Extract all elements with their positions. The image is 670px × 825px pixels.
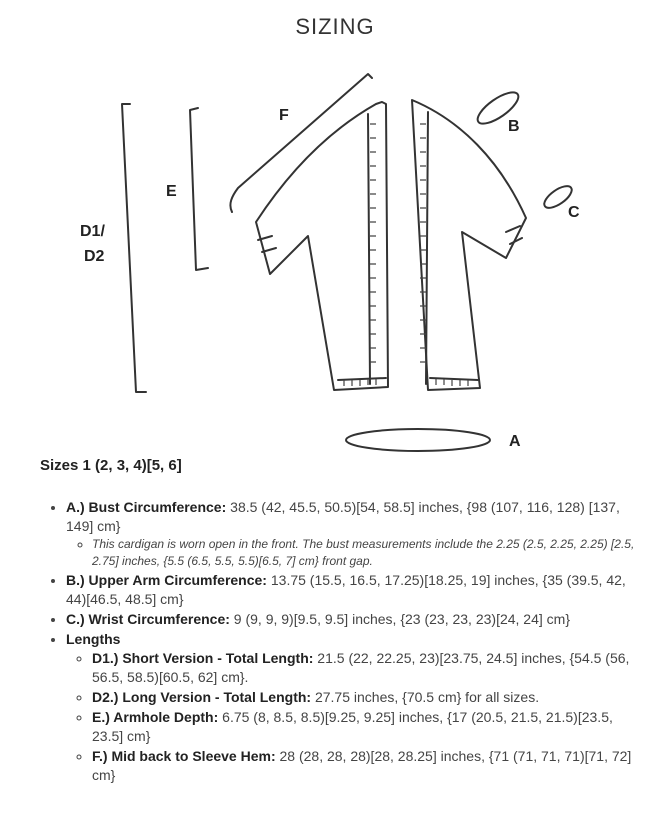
measure-bracket-e (190, 108, 208, 270)
list-item-bust (66, 498, 638, 570)
left-front-band (368, 114, 370, 384)
label-a: A (509, 433, 521, 450)
d1-key: D1.) Short Version - Total Length: (92, 650, 314, 666)
wrist-key: C.) Wrist Circumference: (66, 611, 230, 627)
upper-arm-value: 13.75 (15.5, 16.5, 17.25)[18.25, 19] inches, {35 (39.5, 42, 44)[46.5, 48.5] cm} (66, 572, 626, 607)
left-hem-rib (338, 378, 386, 380)
e-value: 6.75 (8, 8.5, 8.5)[9.25, 9.25] inches, {17 (20.5, 21.5, 21.5)[23.5, 23.5] cm} (92, 709, 613, 744)
d1-value: 21.5 (22, 22.25, 23)[23.75, 24.5] inches, {54.5 (56, 56.5, 58.5)[60.5, 62] cm}. (92, 650, 630, 685)
list-item-upper-arm (66, 571, 638, 609)
sizes-heading: Sizes 1 (2, 3, 4)[5, 6] (40, 457, 182, 474)
label-d-line2: D2 (84, 248, 105, 265)
wrist-value: 9 (9, 9, 9)[9.5, 9.5] inches, {23 (23, 23, 23)[24, 24] cm} (229, 611, 571, 627)
left-cuff (258, 236, 276, 252)
list-item-f (92, 747, 638, 785)
label-b: B (508, 118, 520, 135)
list-item-lengths (66, 630, 638, 785)
measure-bracket-d (122, 104, 146, 392)
cardigan-schematic (0, 60, 670, 455)
list-item-d1 (92, 649, 638, 687)
measure-ellipse-a (346, 429, 490, 451)
f-value: 28 (28, 28, 28)[28, 28.25] inches, {71 (71, 71, 71)[71, 72] cm} (92, 748, 632, 783)
rib-ticks (344, 124, 468, 386)
upper-arm-key: B.) Upper Arm Circumference: (66, 572, 267, 588)
list-item-wrist (66, 610, 638, 629)
label-c: C (568, 204, 580, 221)
list-item-e (92, 708, 638, 746)
right-front-panel (412, 100, 526, 390)
right-hem-rib (430, 378, 478, 380)
e-key: E.) Armhole Depth: (92, 709, 219, 725)
list-item-d2 (92, 688, 638, 707)
label-d-line1: D1/ (80, 223, 105, 240)
label-e: E (166, 183, 177, 200)
bust-value: 38.5 (42, 45.5, 50.5)[54, 58.5] inches, {98 (107, 116, 128) [137, 149] cm} (66, 499, 620, 534)
d2-key: D2.) Long Version - Total Length: (92, 689, 312, 705)
measurement-list (48, 498, 638, 786)
measure-line-f (230, 74, 372, 212)
label-f: F (279, 107, 289, 124)
bust-note: ◦ This cardigan is worn open in the front. The bust measurements include the 2.25 (2.5, 2.25, 2.25) [2.5, 2.75] inches, {5.5 (6.5, 5.5, 5.5)[6.5, 7] cm} front gap. (92, 536, 638, 570)
f-key: F.) Mid back to Sleeve Hem: (92, 748, 276, 764)
right-front-band (426, 112, 428, 384)
bust-key: A.) Bust Circumference: (66, 499, 227, 515)
page-title: SIZING (295, 14, 375, 39)
d2-value: 27.75 inches, {70.5 cm} for all sizes. (311, 689, 540, 705)
lengths-key: Lengths (66, 631, 121, 647)
